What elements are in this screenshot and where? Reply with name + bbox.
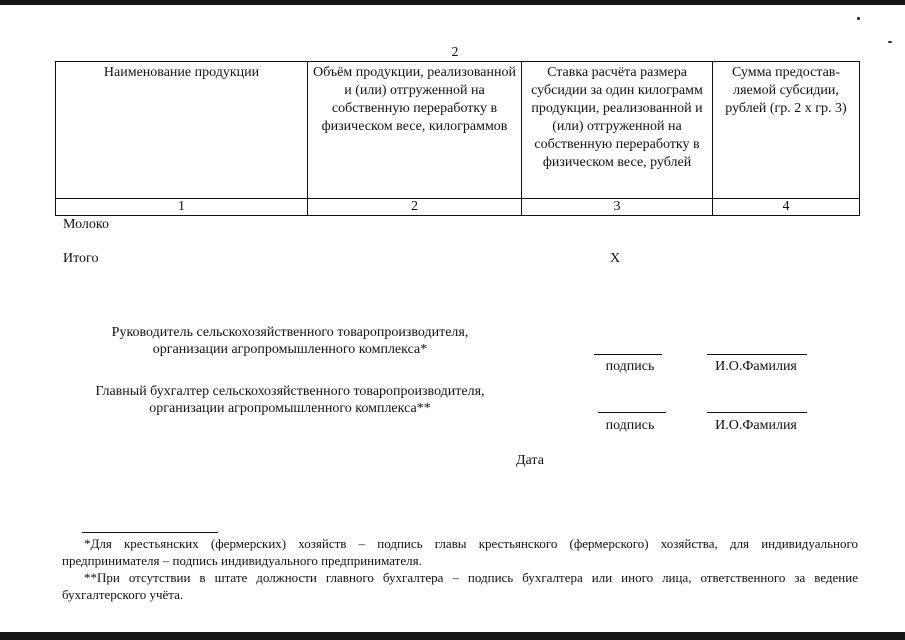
scan-speck: [888, 41, 892, 43]
column-number-row: [56, 199, 860, 216]
head-signatory-title-line1: Руководитель сельскохозяйственного товаропроизводителя,: [111, 325, 469, 340]
row-label-total: Итого: [63, 251, 99, 266]
column-number: 4: [713, 199, 860, 216]
accountant-title-line2: организации агропромышленного комплекса**: [149, 401, 431, 416]
table-header-row: [56, 62, 860, 199]
head-name-line: [707, 354, 807, 355]
column-number: 1: [56, 199, 308, 216]
scan-top-edge: [0, 0, 905, 5]
footnote-head: *Для крестьянских (фермерских) хозяйств – подпись главы крестьянского (фермерского) хозяйства, для индивидуального предпринимателя – подпись индивидуального предпринимателя.: [62, 536, 858, 568]
subsidy-table: [55, 61, 860, 216]
accountant-signature-caption: подпись: [605, 418, 655, 433]
accountant-name-caption: И.О.Фамилия: [715, 418, 797, 433]
accountant-signature-line: [598, 412, 666, 413]
accountant-name-line: [707, 412, 807, 413]
total-rate-mark: Х: [610, 251, 621, 266]
header-volume: Объём продукции, реализованной и (или) отгруженной на собственную переработку в физическом весе, килограммов: [308, 62, 522, 199]
head-signatory-title-line2: организации агропромышленного комплекса*: [152, 342, 428, 357]
accountant-title-line1: Главный бухгалтер сельскохозяйственного товаропроизводителя,: [95, 384, 485, 399]
head-signature-caption: подпись: [605, 359, 655, 374]
scan-bottom-edge: [0, 632, 905, 640]
footnote-separator: [82, 532, 218, 533]
head-signature-line: [594, 354, 662, 355]
scan-speck: [857, 17, 860, 20]
page-number: 2: [451, 45, 459, 60]
date-label: Дата: [516, 453, 544, 468]
header-rate: Ставка расчёта размера субсидии за один килограмм продукции, реализованной и (или) отгруженной на собственную переработку в физическом весе, рублей: [522, 62, 713, 199]
column-number: 2: [308, 199, 522, 216]
header-subsidy-sum: Сумма предостав-ляемой субсидии, рублей (гр. 2 х гр. 3): [713, 62, 860, 199]
row-label-product: Молоко: [63, 217, 109, 232]
footnote-accountant: **При отсутствии в штате должности главного бухгалтера – подпись бухгалтера или иного лица, ответственного за ведение бухгалтерского учёта.: [62, 570, 858, 602]
column-number: 3: [522, 199, 713, 216]
head-name-caption: И.О.Фамилия: [715, 359, 797, 374]
header-product-name: Наименование продукции: [56, 62, 308, 199]
